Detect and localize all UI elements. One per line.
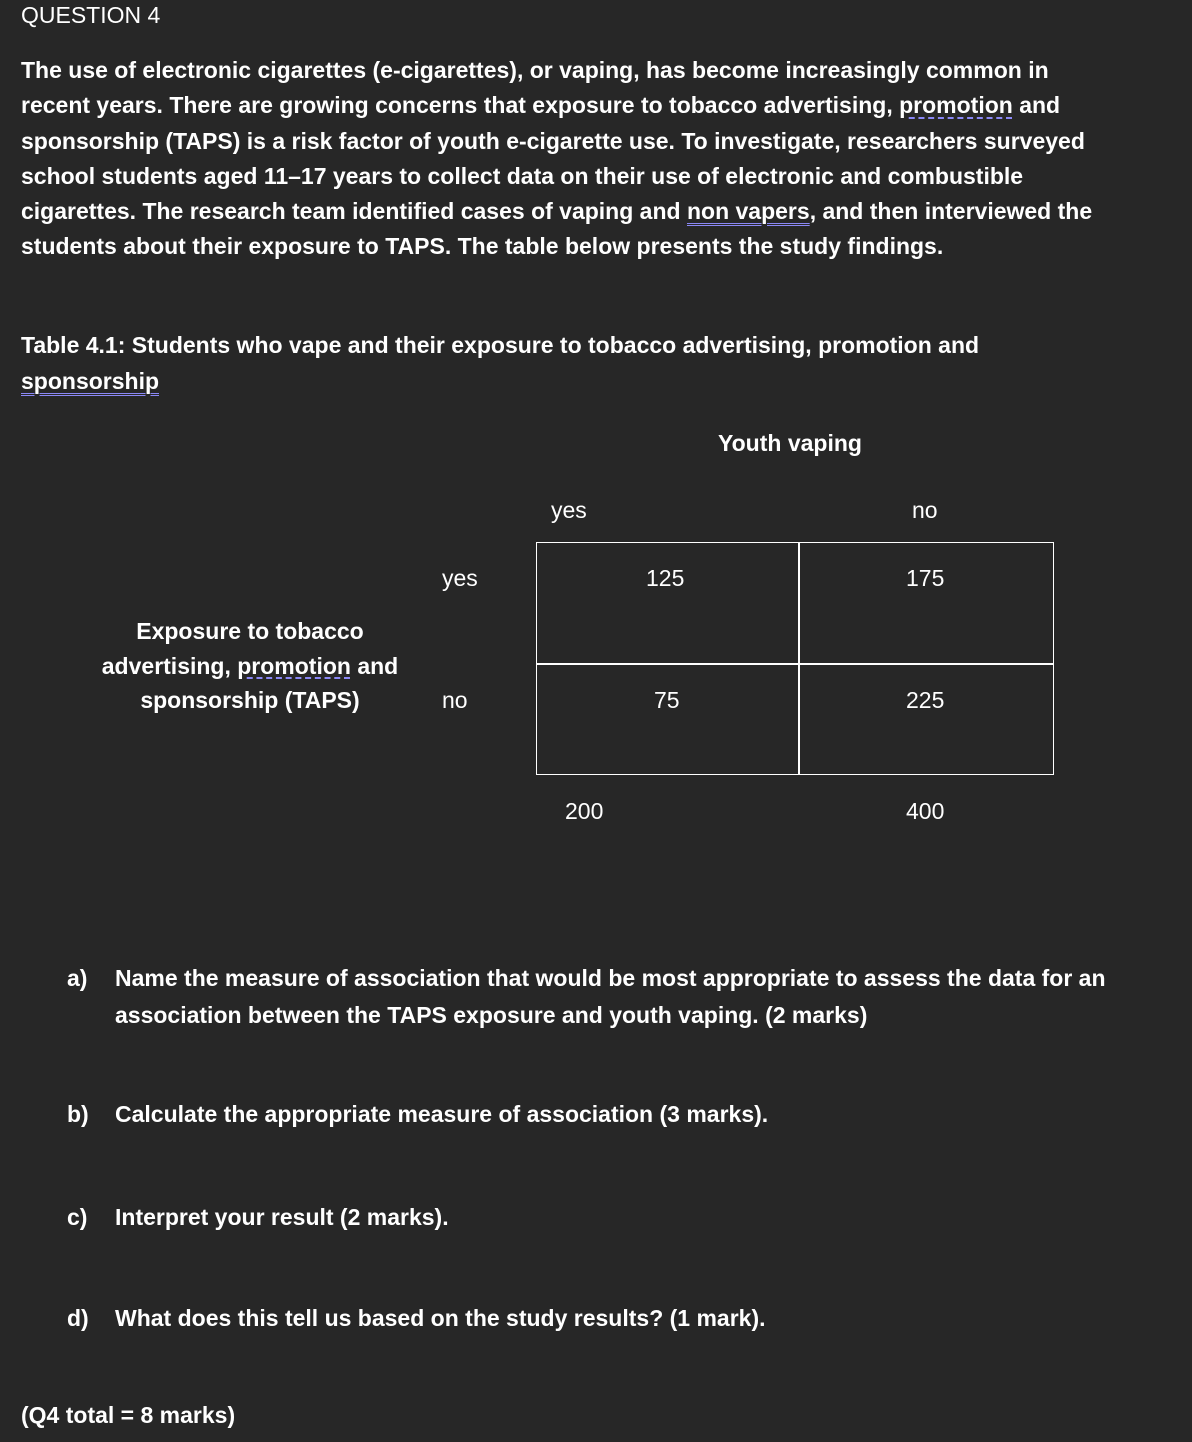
cell-exposed-nonvaper: 175 [906,565,945,591]
table-caption-line-2: sponsorship [21,367,160,394]
intro-line-5-end: , and then interviewed the [809,198,1093,225]
row-group-line-2 [102,653,398,679]
question-a-line-1: Name the measure of association that would be most appropriate to assess the data for an [115,965,1106,991]
table-caption [21,328,1161,399]
intro-line-6: students about their exposure to TAPS. The table below presents the study findings. [21,233,944,260]
intro-line-2-text: recent years. There are growing concerns that exposure to tobacco advertising, [21,92,900,119]
cell-unexposed-nonvaper: 225 [906,687,945,713]
intro-line-2-end: and [1012,92,1061,119]
column-header-yes: yes [551,497,587,523]
column-group-header: Youth vaping [718,430,862,456]
intro-line-1: The use of electronic cigarettes (e-cigarettes), or vaping, has become increasingly common in [21,57,1049,83]
intro-non-vapers-word: non vapers [686,198,810,225]
question-title: QUESTION 4 [21,2,161,28]
row-header-no: no [442,687,468,713]
table-horizontal-divider [536,663,1054,665]
contingency-table-grid [536,542,1054,775]
row-group-line-2c: and [350,652,399,679]
table-caption-line-1: Table 4.1: Students who vape and their exposure to tobacco advertising, promotion and [21,332,980,358]
row-group-line-3: sponsorship (TAPS) [140,687,360,713]
intro-line-5-text: cigarettes. The research team identified cases of vaping and [21,198,687,225]
intro-paragraph [21,53,1192,265]
intro-line-5 [21,198,1092,224]
row-group-promotion-word: promotion [237,652,351,679]
question-a-text [115,960,1106,1034]
cell-exposed-vaper: 125 [646,565,685,591]
table-vertical-divider [798,542,800,775]
question-c-text: Interpret your result (2 marks). [115,1204,449,1230]
cell-unexposed-vaper: 75 [654,687,680,713]
row-group-line-2a: advertising, [101,652,238,679]
intro-promotion-word: promotion [899,92,1013,119]
intro-line-3: sponsorship (TAPS) is a risk factor of youth e-cigarette use. To investigate, researchers surveyed [21,127,1085,154]
question-b-text: Calculate the appropriate measure of association (3 marks). [115,1101,769,1127]
question-a-line-2: association between the TAPS exposure and youth vaping. (2 marks) [115,1002,868,1028]
row-header-yes: yes [442,565,478,591]
total-vapers: 200 [565,798,604,824]
row-group-header [70,614,430,718]
question-a-label: a) [67,965,88,991]
column-header-no: no [912,497,938,523]
question-c-label: c) [67,1204,88,1230]
row-group-line-1: Exposure to tobacco [136,618,364,644]
question-d-text: What does this tell us based on the study results? (1 mark). [115,1305,766,1331]
question-total: (Q4 total = 8 marks) [21,1402,236,1428]
question-d-label: d) [67,1305,89,1331]
intro-line-4: school students aged 11–17 years to collect data on their use of electronic and combustible [21,162,1024,189]
question-b-label: b) [67,1101,89,1127]
total-nonvapers: 400 [906,798,945,824]
intro-line-2 [21,92,1060,118]
